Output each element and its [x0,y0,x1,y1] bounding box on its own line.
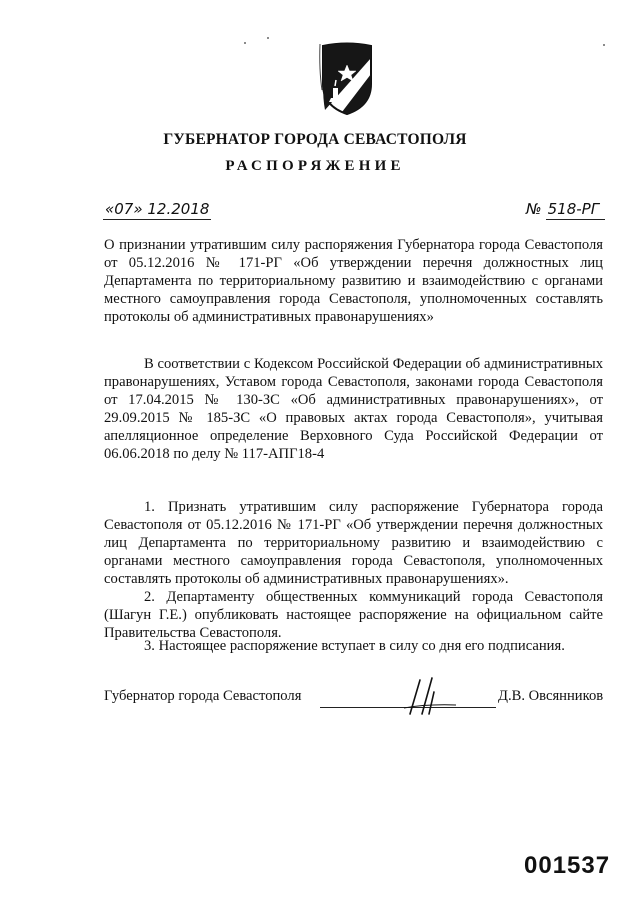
scan-speck [267,37,269,39]
issuer-heading: ГУБЕРНАТОР ГОРОДА СЕВАСТОПОЛЯ [163,131,467,148]
date-handwritten: 07» 12.2018 [114,200,210,218]
signatory-name: Д.В. Овсянников [498,688,604,704]
document-date [103,200,211,219]
scan-speck [244,42,246,44]
order-item-2: 2. Департаменту общественных коммуникаций города Севастополя (Шагун Г.Е.) опубликовать настоящее распоряжение на официальном сайте Правительства Севастополя. [104,589,603,641]
document-type-heading: РАСПОРЯЖЕНИЕ [225,158,405,174]
handwritten-signature [396,674,460,716]
document-number [526,200,605,219]
coat-of-arms-icon [318,40,376,116]
number-handwritten: 518-РГ [546,200,605,220]
date-open-quote: « [105,200,115,218]
order-item-3: 3. Настоящее распоряжение вступает в силу со дня его подписания. [144,638,565,654]
signatory-role: Губернатор города Севастополя [104,688,302,704]
document-title: О признании утратившим силу распоряжения Губернатора города Севастополя от 05.12.2016 № 171-РГ «Об утверждении перечня должностных лиц Департамента по территориальному развитию и взаимодействию с органами местного самоуправления города Севастополя, уполномоченных составлять протоколы об административных правонарушениях» [104,237,603,325]
number-prefix: № [526,200,542,218]
date-field [103,200,211,220]
order-item-1: 1. Признать утратившим силу распоряжение Губернатора города Севастополя от 05.12.2016 № 171-РГ «Об утверждении перечня должностных лиц Департамента по территориальному развитию и взаимодействию с органами местного самоуправления города Севастополя, уполномоченных составлять протоколы об административных правонарушениях». [104,499,603,587]
legal-basis-paragraph: В соответствии с Кодексом Российской Федерации об административных правонарушениях, Уставом города Севастополя, законами города Севастополя от 17.04.2015 № 130-ЗС «Об административных правонарушениях», от 29.09.2015 № 185-ЗС «О правовых актах города Севастополя», учитывая апелляционное определение Верховного Суда Российской Федерации от 06.06.2018 по делу № 117-АПГ18-4 [104,356,603,462]
scan-speck [603,44,605,46]
serial-number: 001537 [524,852,611,879]
